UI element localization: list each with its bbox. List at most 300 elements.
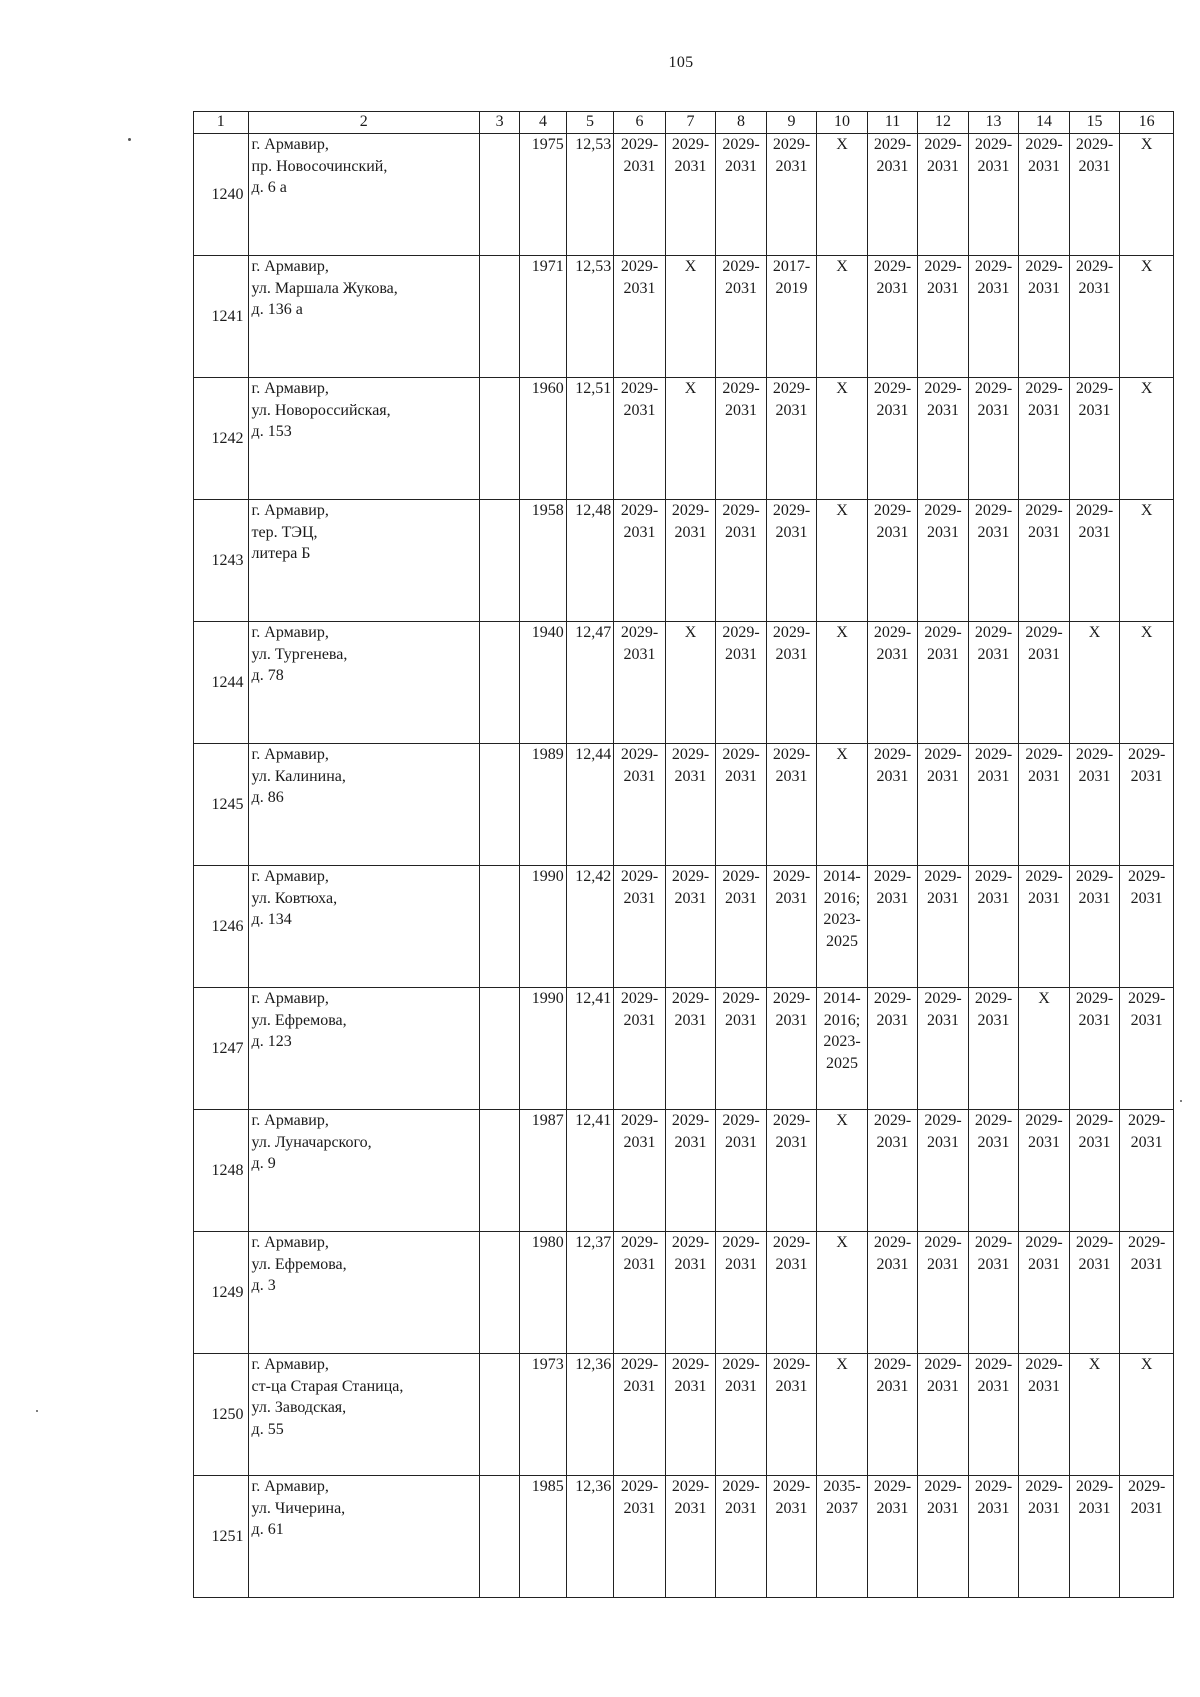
address-line: д. 6 а	[251, 179, 287, 196]
period-line: 2031	[977, 645, 1010, 663]
period-cell-col-16	[1120, 1476, 1174, 1598]
column-header-16: 16	[1120, 112, 1174, 134]
table-row	[194, 622, 1174, 744]
period-line: 2029-	[722, 624, 760, 641]
row-number: 1248	[194, 1110, 249, 1232]
period-line: 2037	[826, 1499, 859, 1517]
period-cell-col-15	[1069, 134, 1120, 256]
row-number: 1243	[194, 500, 249, 622]
address-line: д. 123	[251, 1033, 292, 1050]
period-line: 2031	[1028, 645, 1061, 663]
period-line: 2029-	[772, 1234, 811, 1251]
period-cell-col-9	[766, 500, 817, 622]
period-cell-col-8	[716, 744, 767, 866]
period-line: 2029-	[873, 1356, 912, 1373]
period-cell-col-6	[614, 1354, 666, 1476]
period-line: 2029-	[671, 990, 710, 1007]
period-line: 2031	[725, 1133, 758, 1151]
period-cell-col-15	[1069, 744, 1120, 866]
period-line: Х	[684, 258, 697, 275]
period-cell-col-15	[1069, 622, 1120, 744]
period-cell-col-16	[1120, 866, 1174, 988]
period-cell-col-9	[766, 744, 817, 866]
period-line: 2031	[1078, 889, 1111, 907]
period-cell-col-8	[716, 256, 767, 378]
period-line: 2029-	[1025, 1356, 1063, 1373]
period-cell-col-8	[716, 1232, 767, 1354]
period-line: 2029-	[1127, 1112, 1166, 1129]
address-cell	[248, 378, 479, 500]
period-line: 2029-	[1025, 380, 1063, 397]
period-line: 2031	[725, 157, 758, 175]
period-line: 2029-	[1127, 746, 1166, 763]
period-line: 2029-	[620, 624, 659, 641]
period-line: 2031	[1028, 401, 1061, 419]
column-header-5: 5	[566, 112, 613, 134]
period-cell-col-8	[716, 500, 767, 622]
period-cell-col-12	[918, 500, 969, 622]
period-line: 2031	[775, 645, 808, 663]
column-header-4: 4	[520, 112, 566, 134]
period-line: Х	[836, 136, 848, 153]
period-line: 2031	[775, 401, 808, 419]
address-line: г. Армавир,	[251, 624, 329, 641]
period-cell-col-14	[1019, 1110, 1070, 1232]
period-line: 2029-	[722, 1234, 760, 1251]
period-line: 2029-	[671, 1234, 710, 1251]
period-line: 2029-	[620, 502, 659, 519]
period-line: 2031	[1130, 889, 1163, 907]
address-line: г. Армавир,	[251, 258, 329, 275]
period-cell-col-6	[614, 378, 666, 500]
period-cell-col-8	[716, 378, 767, 500]
period-cell-col-13	[968, 622, 1019, 744]
period-line: 2029-	[873, 1478, 912, 1495]
address-line: г. Армавир,	[251, 1234, 329, 1251]
period-cell-col-13	[968, 500, 1019, 622]
period-line: 2031	[876, 1499, 909, 1517]
period-line: 2031	[674, 523, 707, 541]
period-line: 2029-	[924, 258, 962, 275]
period-line: Х	[684, 624, 697, 641]
period-cell-col-16	[1120, 500, 1174, 622]
period-cell-col-15	[1069, 1354, 1120, 1476]
period-line: 2029-	[772, 136, 811, 153]
period-line: 2029-	[1075, 990, 1114, 1007]
period-line: 2029-	[620, 1356, 659, 1373]
period-line: 2031	[927, 157, 960, 175]
period-line: 2029-	[873, 746, 912, 763]
period-line: 2029-	[924, 746, 962, 763]
period-line: 2019	[775, 279, 808, 297]
period-line: 2029-	[873, 1234, 912, 1251]
period-line: Х	[1140, 136, 1153, 153]
period-cell-col-10	[817, 378, 868, 500]
period-line: 2031	[725, 523, 758, 541]
table-row	[194, 988, 1174, 1110]
period-cell-col-7	[665, 988, 716, 1110]
year-cell: 1960	[520, 378, 566, 500]
address-line: ул. Ефремова,	[251, 1255, 347, 1273]
period-line: 2031	[674, 157, 707, 175]
period-line: 2031	[977, 1011, 1010, 1029]
period-line: 2016;	[823, 1011, 861, 1029]
period-line: 2029-	[1075, 1112, 1114, 1129]
period-line: 2031	[977, 767, 1010, 785]
period-cell-col-16	[1120, 622, 1174, 744]
period-cell-col-16	[1120, 1110, 1174, 1232]
period-line: 2031	[1130, 767, 1163, 785]
period-cell-col-11	[867, 988, 918, 1110]
period-cell-col-16	[1120, 134, 1174, 256]
period-cell-col-6	[614, 1232, 666, 1354]
address-cell	[248, 622, 479, 744]
table-row	[194, 866, 1174, 988]
period-line: 2025	[826, 1054, 859, 1072]
period-line: 2029-	[722, 258, 760, 275]
column-header-8: 8	[716, 112, 767, 134]
period-cell-col-6	[614, 744, 666, 866]
address-cell	[248, 1354, 479, 1476]
period-line: 2031	[876, 889, 909, 907]
period-line: 2029-	[1025, 1112, 1063, 1129]
period-line: 2031	[1078, 523, 1111, 541]
period-cell-col-13	[968, 378, 1019, 500]
period-line: Х	[1140, 624, 1153, 641]
period-cell-col-12	[918, 744, 969, 866]
table-row	[194, 744, 1174, 866]
row-number: 1247	[194, 988, 249, 1110]
period-cell-col-9	[766, 988, 817, 1110]
period-cell-col-12	[918, 866, 969, 988]
period-line: 2029-	[722, 990, 760, 1007]
period-cell-col-14	[1019, 1354, 1070, 1476]
address-line: г. Армавир,	[251, 380, 329, 397]
column-3-cell	[479, 1354, 519, 1476]
row-number: 1246	[194, 866, 249, 988]
row-number: 1245	[194, 744, 249, 866]
address-line: г. Армавир,	[251, 1478, 329, 1495]
period-cell-col-11	[867, 1354, 918, 1476]
period-cell-col-11	[867, 1110, 918, 1232]
table-row	[194, 1110, 1174, 1232]
period-line: 2031	[674, 767, 707, 785]
period-line: 2029-	[1025, 1478, 1063, 1495]
period-line: 2029-	[722, 1112, 760, 1129]
period-cell-col-6	[614, 256, 666, 378]
period-line: 2031	[977, 1377, 1010, 1395]
period-line: 2031	[775, 157, 808, 175]
period-line: 2031	[927, 767, 960, 785]
period-line: 2029-	[1075, 258, 1114, 275]
period-cell-col-6	[614, 988, 666, 1110]
period-line: 2031	[1078, 1255, 1111, 1273]
period-line: Х	[836, 746, 848, 763]
period-line: 2031	[623, 1133, 656, 1151]
period-line: 2031	[1078, 279, 1111, 297]
period-line: 2029-	[671, 746, 710, 763]
address-line: ул. Чичерина,	[251, 1499, 346, 1517]
period-line: 2031	[876, 157, 909, 175]
period-cell-col-7	[665, 378, 716, 500]
period-cell-col-14	[1019, 866, 1070, 988]
period-line: 2029-	[772, 1356, 811, 1373]
scan-speck	[36, 1410, 38, 1412]
period-line: 2029-	[1025, 1234, 1063, 1251]
period-line: 2029-	[924, 1478, 962, 1495]
period-line: 2029-	[1127, 868, 1166, 885]
period-line: 2031	[977, 1133, 1010, 1151]
address-cell	[248, 988, 479, 1110]
column-header-1: 1	[194, 112, 249, 134]
period-line: 2031	[623, 279, 656, 297]
period-line: 2029-	[1075, 1478, 1114, 1495]
address-line: ул. Калинина,	[251, 767, 346, 785]
column-header-3: 3	[479, 112, 519, 134]
period-line: 2031	[1130, 1499, 1163, 1517]
column-3-cell	[479, 256, 519, 378]
period-line: 2031	[1078, 1133, 1111, 1151]
period-line: Х	[1140, 380, 1153, 397]
column-header-2: 2	[248, 112, 479, 134]
column-3-cell	[479, 500, 519, 622]
period-line: Х	[1140, 1356, 1153, 1373]
period-cell-col-8	[716, 866, 767, 988]
area-cell: 12,37	[566, 1232, 613, 1354]
period-line: 2029-	[772, 1112, 811, 1129]
period-cell-col-11	[867, 134, 918, 256]
address-line: д. 136 а	[251, 301, 303, 318]
period-cell-col-7	[665, 744, 716, 866]
period-line: 2031	[725, 645, 758, 663]
period-cell-col-13	[968, 1476, 1019, 1598]
period-line: 2014-	[823, 990, 861, 1007]
period-line: Х	[836, 258, 848, 275]
year-cell: 1989	[520, 744, 566, 866]
period-line: 2031	[725, 1499, 758, 1517]
period-cell-col-11	[867, 866, 918, 988]
period-line: 2031	[977, 1499, 1010, 1517]
period-line: 2029-	[924, 1356, 962, 1373]
period-line: 2031	[623, 767, 656, 785]
period-line: 2031	[775, 1255, 808, 1273]
period-cell-col-16	[1120, 1232, 1174, 1354]
address-cell	[248, 134, 479, 256]
period-line: 2029-	[974, 258, 1013, 275]
address-line: ул. Заводская,	[251, 1399, 347, 1416]
period-line: 2031	[725, 401, 758, 419]
period-line: 2031	[927, 889, 960, 907]
year-cell: 1958	[520, 500, 566, 622]
period-line: Х	[836, 380, 848, 397]
period-line: 2031	[1028, 767, 1061, 785]
period-cell-col-7	[665, 622, 716, 744]
period-line: 2029-	[924, 380, 962, 397]
row-number: 1242	[194, 378, 249, 500]
period-cell-col-6	[614, 622, 666, 744]
address-line: г. Армавир,	[251, 868, 329, 885]
period-line: 2031	[775, 1377, 808, 1395]
period-line: 2031	[623, 157, 656, 175]
period-line: 2031	[1028, 1255, 1061, 1273]
period-cell-col-6	[614, 1476, 666, 1598]
period-line: 2029-	[671, 868, 710, 885]
period-line: 2031	[1078, 1499, 1111, 1517]
period-cell-col-9	[766, 134, 817, 256]
address-line: ул. Маршала Жукова,	[251, 279, 398, 297]
address-cell	[248, 866, 479, 988]
period-line: 2029-	[873, 1112, 912, 1129]
period-cell-col-14	[1019, 256, 1070, 378]
period-cell-col-12	[918, 378, 969, 500]
area-cell: 12,48	[566, 500, 613, 622]
period-line: 2031	[623, 645, 656, 663]
period-line: Х	[836, 1112, 848, 1129]
period-line: 2029-	[1127, 1234, 1166, 1251]
period-line: 2029-	[974, 746, 1013, 763]
year-cell: 1980	[520, 1232, 566, 1354]
period-cell-col-10	[817, 1476, 868, 1598]
period-cell-col-6	[614, 500, 666, 622]
period-line: 2029-	[671, 1356, 710, 1373]
period-line: 2029-	[974, 380, 1013, 397]
period-line: 2029-	[974, 1356, 1013, 1373]
period-line: 2029-	[924, 990, 962, 1007]
period-line: 2031	[1028, 157, 1061, 175]
address-line: г. Армавир,	[251, 502, 329, 519]
period-cell-col-12	[918, 1476, 969, 1598]
period-cell-col-12	[918, 134, 969, 256]
period-line: 2031	[775, 523, 808, 541]
period-cell-col-16	[1120, 988, 1174, 1110]
row-number: 1251	[194, 1476, 249, 1598]
period-cell-col-14	[1019, 1232, 1070, 1354]
address-line: д. 61	[251, 1521, 284, 1538]
period-line: 2029-	[722, 1356, 760, 1373]
period-cell-col-16	[1120, 256, 1174, 378]
period-cell-col-13	[968, 256, 1019, 378]
period-line: 2031	[674, 1377, 707, 1395]
year-cell: 1985	[520, 1476, 566, 1598]
period-cell-col-13	[968, 134, 1019, 256]
period-cell-col-16	[1120, 378, 1174, 500]
area-cell: 12,51	[566, 378, 613, 500]
period-cell-col-10	[817, 256, 868, 378]
period-line: 2031	[977, 157, 1010, 175]
period-line: 2029-	[772, 624, 811, 641]
period-cell-col-13	[968, 1354, 1019, 1476]
period-line: 2031	[876, 1377, 909, 1395]
period-line: 2029-	[671, 136, 710, 153]
period-line: 2029-	[620, 868, 659, 885]
period-line: 2029-	[924, 502, 962, 519]
period-cell-col-15	[1069, 866, 1120, 988]
period-line: 2031	[674, 1011, 707, 1029]
address-line: д. 55	[251, 1420, 284, 1438]
period-line: 2031	[623, 1377, 656, 1395]
column-3-cell	[479, 378, 519, 500]
period-cell-col-15	[1069, 1232, 1120, 1354]
period-line: 2029-	[620, 136, 659, 153]
period-line: 2031	[1028, 1377, 1061, 1395]
period-line: Х	[836, 1234, 848, 1251]
period-line: 2031	[674, 1133, 707, 1151]
column-3-cell	[479, 1110, 519, 1232]
period-line: 2031	[1078, 401, 1111, 419]
period-cell-col-15	[1069, 988, 1120, 1110]
period-cell-col-10	[817, 1110, 868, 1232]
period-line: 2031	[977, 889, 1010, 907]
period-line: 2029-	[974, 502, 1013, 519]
period-line: 2031	[1028, 1499, 1061, 1517]
address-line: ул. Луначарского,	[251, 1133, 372, 1151]
table-row	[194, 1232, 1174, 1354]
period-cell-col-8	[716, 622, 767, 744]
period-cell-col-14	[1019, 744, 1070, 866]
period-line: 2031	[1130, 1255, 1163, 1273]
period-cell-col-15	[1069, 256, 1120, 378]
period-line: 2035-	[823, 1478, 861, 1495]
period-cell-col-14	[1019, 622, 1070, 744]
scan-speck	[1180, 1100, 1182, 1102]
period-cell-col-15	[1069, 1476, 1120, 1598]
area-cell: 12,41	[566, 1110, 613, 1232]
period-cell-col-11	[867, 500, 918, 622]
column-3-cell	[479, 1232, 519, 1354]
period-line: 2029-	[974, 136, 1013, 153]
period-line: 2031	[623, 1011, 656, 1029]
period-cell-col-6	[614, 134, 666, 256]
period-cell-col-8	[716, 1354, 767, 1476]
period-line: 2031	[1078, 767, 1111, 785]
period-line: 2031	[725, 279, 758, 297]
period-line: 2031	[876, 401, 909, 419]
period-line: 2029-	[974, 868, 1013, 885]
period-cell-col-6	[614, 1110, 666, 1232]
period-line: 2029-	[772, 380, 811, 397]
period-line: 2031	[1078, 1011, 1111, 1029]
period-line: 2031	[725, 1011, 758, 1029]
period-line: 2029-	[924, 1112, 962, 1129]
period-line: 2031	[1028, 889, 1061, 907]
period-line: 2031	[977, 1255, 1010, 1273]
column-header-11: 11	[867, 112, 918, 134]
period-line: 2031	[775, 1011, 808, 1029]
period-line: 2016;	[823, 889, 861, 907]
period-line: 2029-	[772, 502, 811, 519]
period-line: 2029-	[1075, 380, 1114, 397]
period-cell-col-16	[1120, 744, 1174, 866]
period-cell-col-16	[1120, 1354, 1174, 1476]
period-line: 2029-	[873, 502, 912, 519]
period-line: 2029-	[772, 868, 811, 885]
period-line: 2031	[876, 645, 909, 663]
period-line: 2029-	[1075, 136, 1114, 153]
period-line: 2031	[927, 1011, 960, 1029]
period-line: 2029-	[974, 1234, 1013, 1251]
year-cell: 1990	[520, 866, 566, 988]
address-line: д. 134	[251, 911, 292, 928]
period-cell-col-12	[918, 256, 969, 378]
period-line: 2029-	[873, 868, 912, 885]
period-line: 2029-	[1025, 502, 1063, 519]
period-cell-col-14	[1019, 134, 1070, 256]
period-line: 2029-	[1127, 990, 1166, 1007]
period-line: 2031	[977, 401, 1010, 419]
period-cell-col-10	[817, 988, 868, 1110]
period-line: 2031	[876, 1133, 909, 1151]
period-line: 2031	[775, 767, 808, 785]
